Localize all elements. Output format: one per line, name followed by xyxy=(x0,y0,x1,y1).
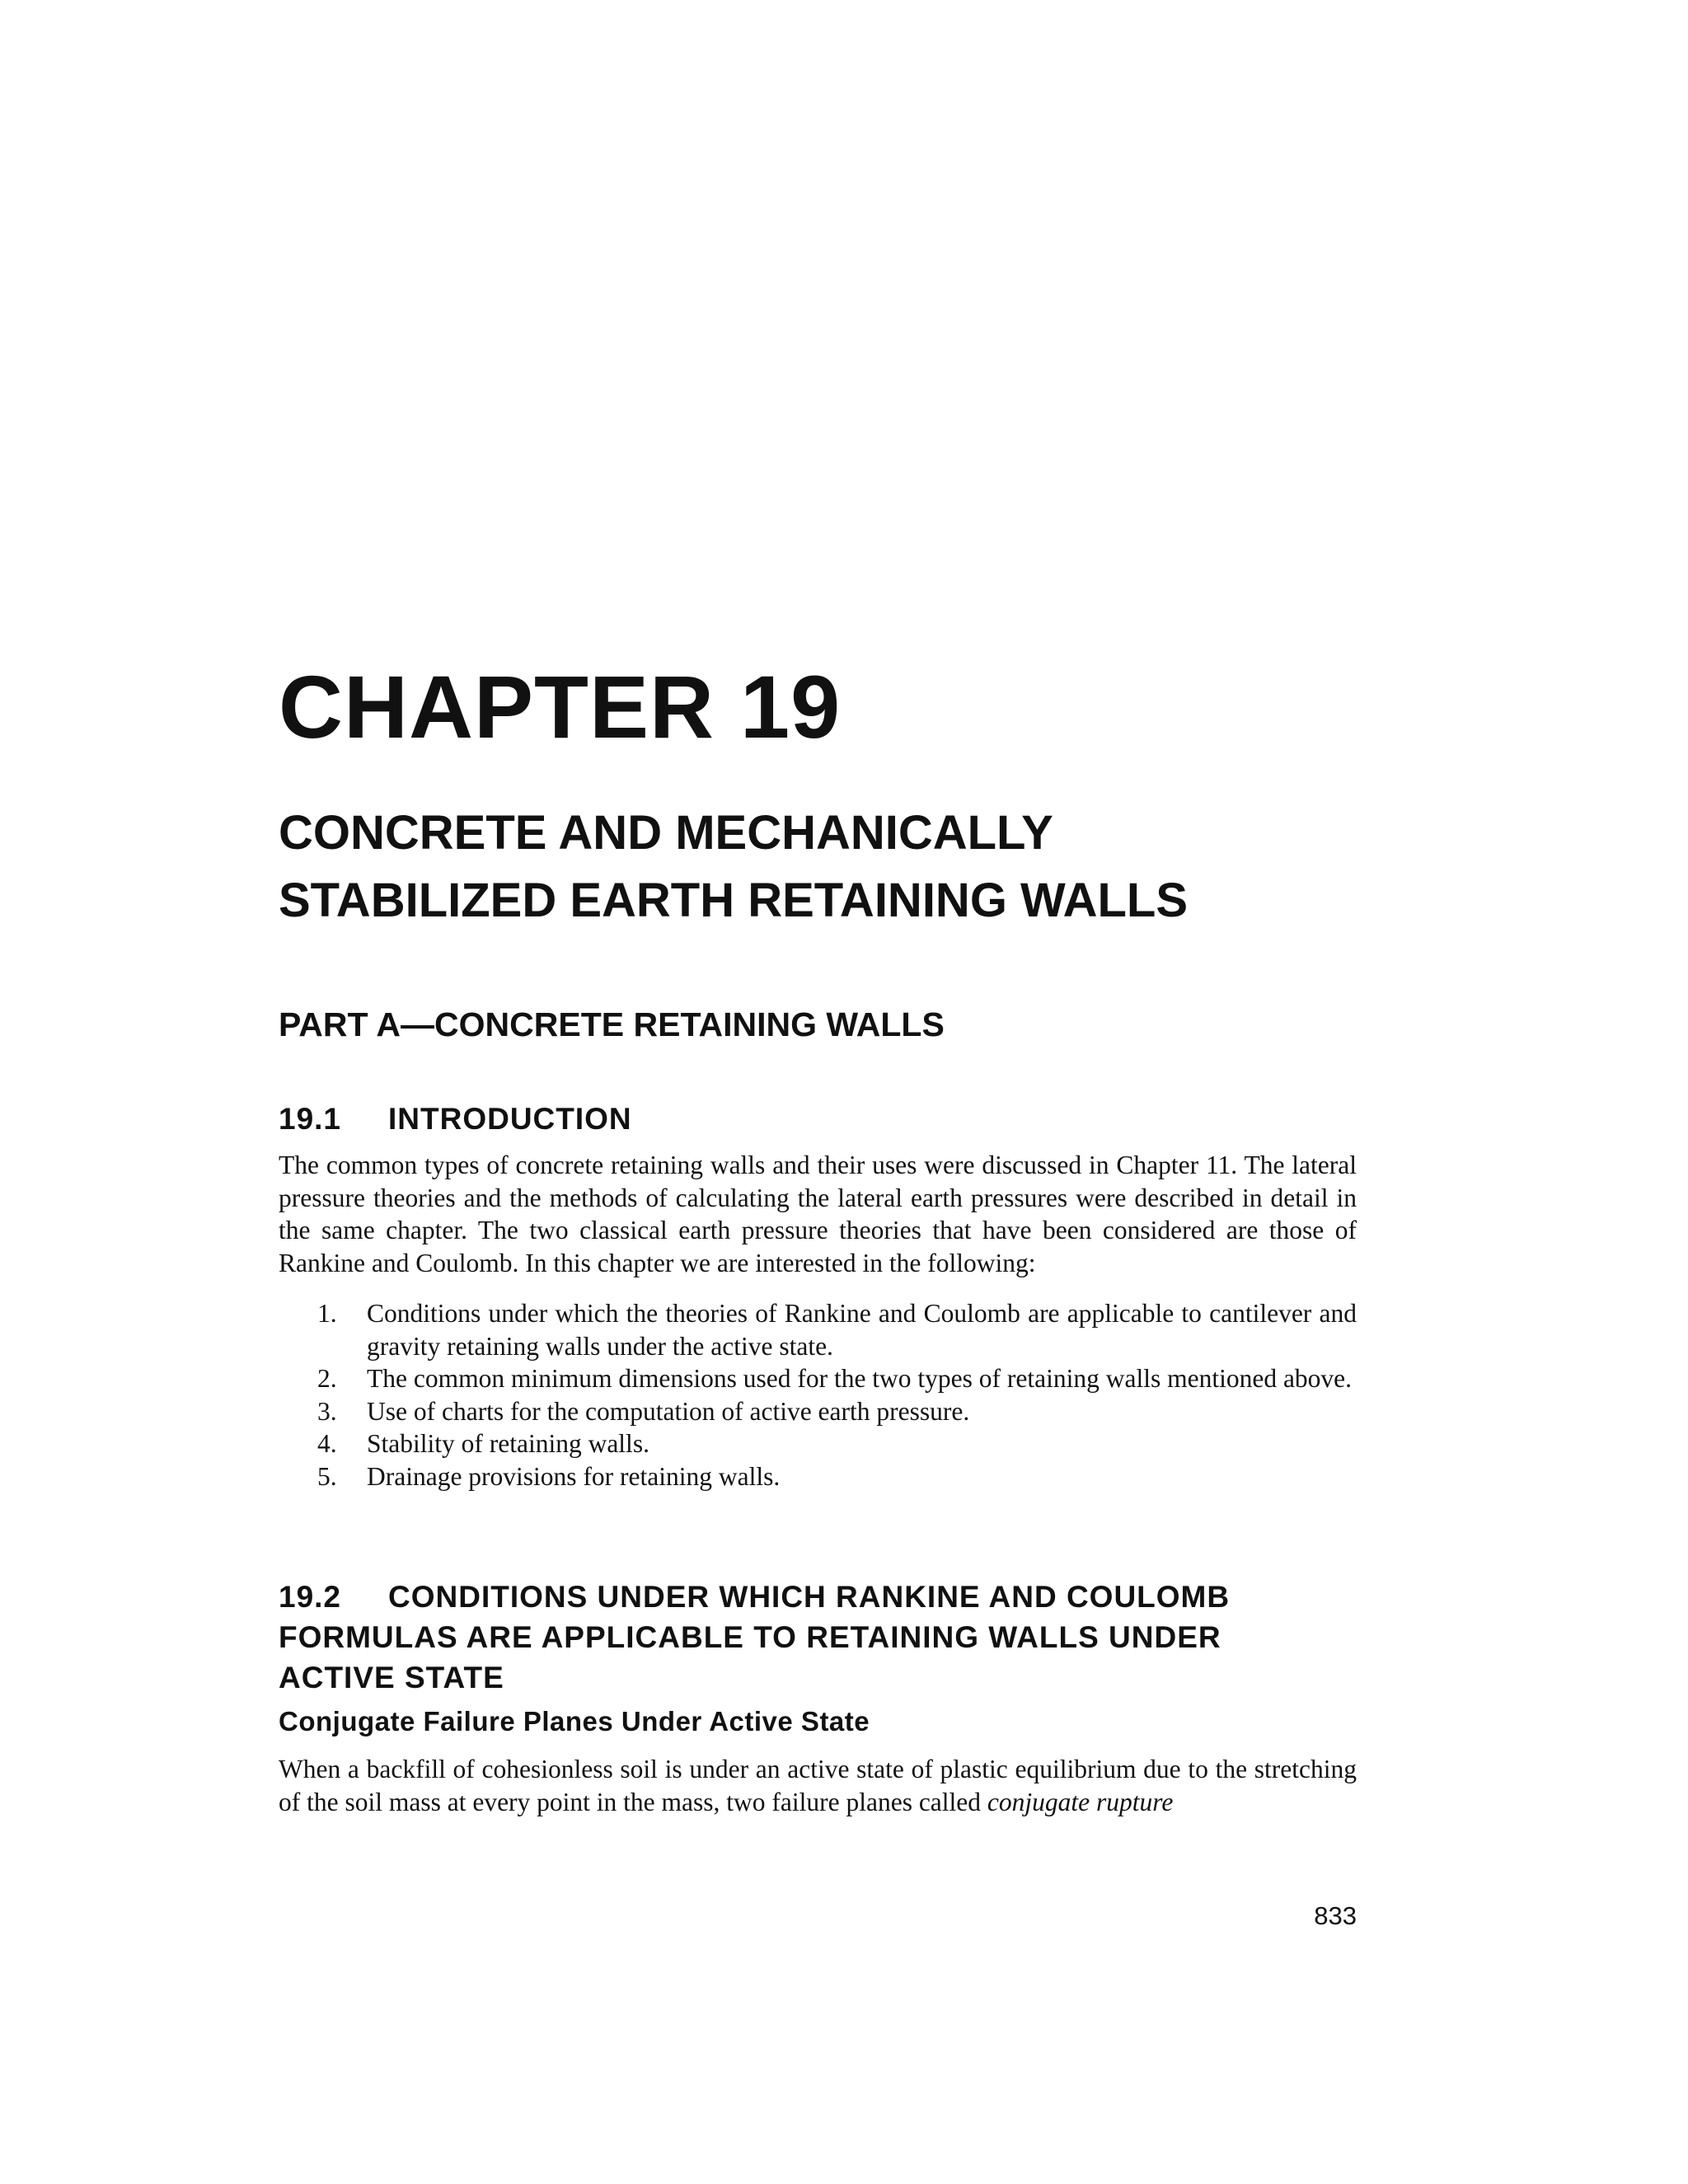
section-title-text-1: CONDITIONS UNDER WHICH RANKINE AND COULOMB xyxy=(388,1580,1231,1614)
section-heading-19-1 xyxy=(279,1099,632,1140)
chapter-subtitle-line-1: CONCRETE AND MECHANICALLY xyxy=(279,806,1053,860)
conjugate-paragraph xyxy=(279,1753,1357,1818)
part-heading: PART A—CONCRETE RETAINING WALLS xyxy=(279,1005,945,1043)
section-title: INTRODUCTION xyxy=(388,1102,632,1136)
list-item-text: Use of charts for the computation of active earth pressure. xyxy=(367,1396,970,1426)
section-number: 19.1 xyxy=(279,1102,342,1136)
list-item-text: Drainage provisions for retaining walls. xyxy=(367,1461,781,1491)
list-item xyxy=(317,1362,1357,1395)
conjugate-paragraph-italic: conjugate rupture xyxy=(987,1787,1174,1816)
list-item-number: 5. xyxy=(317,1461,337,1491)
chapter-subtitle xyxy=(279,799,1188,935)
section-title-line-2: FORMULAS ARE APPLICABLE TO RETAINING WALLS UNDER xyxy=(279,1620,1221,1654)
list-item xyxy=(317,1395,1357,1428)
list-item-number: 2. xyxy=(317,1364,337,1394)
page-number: 833 xyxy=(1314,1901,1357,1930)
list-item-text: Conditions under which the theories of Rankine and Coulomb are applicable to cantilever and gravity retaining walls under the active state. xyxy=(367,1299,1357,1361)
section-heading-19-2 xyxy=(279,1577,1230,1698)
chapter-subtitle-line-2: STABILIZED EARTH RETAINING WALLS xyxy=(279,874,1189,927)
list-item-number: 4. xyxy=(317,1429,337,1459)
list-item xyxy=(317,1460,1357,1493)
list-item-text: Stability of retaining walls. xyxy=(367,1429,649,1459)
list-item xyxy=(317,1297,1357,1362)
list-item-number: 1. xyxy=(317,1299,337,1328)
list-item-number: 3. xyxy=(317,1396,337,1426)
section-number: 19.2 xyxy=(279,1580,342,1614)
list-item xyxy=(317,1427,1357,1460)
numbered-list xyxy=(317,1297,1357,1493)
section-title-line-1 xyxy=(279,1577,1230,1617)
chapter-title: CHAPTER 19 xyxy=(279,657,842,757)
list-item-text: The common minimum dimensions used for the two types of retaining walls mentioned above. xyxy=(367,1364,1353,1394)
conjugate-paragraph-text: When a backfill of cohesionless soil is under an active state of plastic equilibrium due to the stretching of the soil mass at every point in the mass, two failure planes called xyxy=(279,1755,1357,1816)
subsection-heading: Conjugate Failure Planes Under Active State xyxy=(279,1706,870,1736)
section-title-line-3: ACTIVE STATE xyxy=(279,1661,504,1694)
intro-paragraph: The common types of concrete retaining walls and their uses were discussed in Chapter 11. The lateral pressure theories and the methods of calculating the lateral earth pressures were described in detail in the same chapter. The two classical earth pressure theories that have been considered are those of Rankine and Coulomb. In this chapter we are interested in the following: xyxy=(279,1151,1357,1277)
